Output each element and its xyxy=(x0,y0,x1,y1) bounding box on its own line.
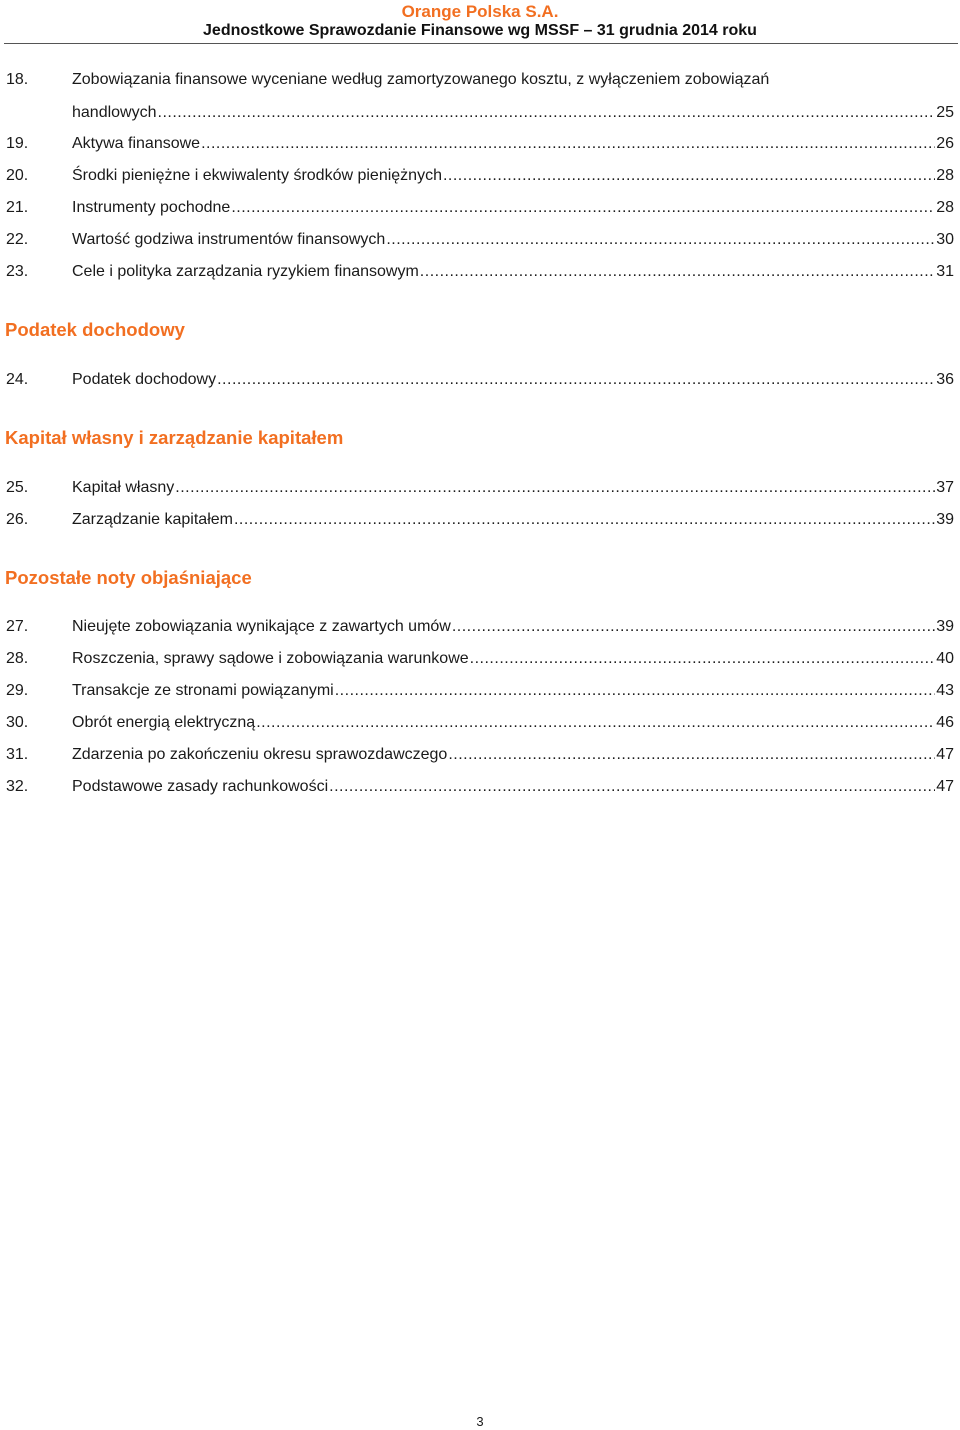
toc-entry-25[interactable] xyxy=(6,475,954,501)
section-heading-other-notes: Pozostałe noty objaśniające xyxy=(5,567,252,588)
toc-entry-29[interactable] xyxy=(6,678,954,704)
toc-entry-title: Kapitał własny xyxy=(72,479,175,496)
toc-entry-number: 26. xyxy=(6,511,29,528)
toc-entry-number: 24. xyxy=(6,371,29,388)
dot-leader xyxy=(420,259,935,285)
toc-entry-number: 18. xyxy=(6,71,29,88)
toc-entry-page: 30 xyxy=(936,231,954,248)
toc-entry-28[interactable] xyxy=(6,646,954,672)
toc-entry-27[interactable] xyxy=(6,614,954,640)
toc-entry-title: Podstawowe zasady rachunkowości xyxy=(72,778,329,795)
toc-entry-page: 28 xyxy=(936,167,954,184)
toc-entry-title: Zarządzanie kapitałem xyxy=(72,511,233,528)
toc-entry-page: 26 xyxy=(936,135,954,152)
dot-leader xyxy=(217,367,935,393)
toc-entry-number: 23. xyxy=(6,263,29,280)
toc-entry-number: 29. xyxy=(6,682,29,699)
dot-leader xyxy=(234,507,935,533)
toc-entry-18[interactable] xyxy=(6,67,954,126)
toc-entry-number: 25. xyxy=(6,479,29,496)
toc-entry-page: 46 xyxy=(936,714,954,731)
toc-entry-number: 19. xyxy=(6,135,29,152)
toc-entry-26[interactable] xyxy=(6,507,954,533)
dot-leader xyxy=(158,100,936,126)
document-title: Jednostkowe Sprawozdanie Finansowe wg MSSF – 31 grudnia 2014 roku xyxy=(203,22,757,39)
toc-entry-page: 31 xyxy=(936,263,954,280)
toc-entry-19[interactable] xyxy=(6,131,954,157)
section-heading-equity: Kapitał własny i zarządzanie kapitałem xyxy=(5,427,344,448)
toc-entry-number: 20. xyxy=(6,167,29,184)
toc-entry-title: Instrumenty pochodne xyxy=(72,199,231,216)
toc-entry-page: 25 xyxy=(936,104,954,121)
dot-leader xyxy=(386,227,935,253)
toc-entry-page: 47 xyxy=(936,778,954,795)
dot-leader xyxy=(256,710,935,736)
dot-leader xyxy=(448,742,935,768)
toc-entry-number: 32. xyxy=(6,778,29,795)
dot-leader xyxy=(329,774,935,800)
toc-entry-title: Podatek dochodowy xyxy=(72,371,217,388)
dot-leader xyxy=(335,678,935,704)
toc-entry-number: 31. xyxy=(6,746,29,763)
toc-entry-32[interactable] xyxy=(6,774,954,800)
toc-entry-20[interactable] xyxy=(6,163,954,189)
toc-entry-title: Transakcje ze stronami powiązanymi xyxy=(72,682,334,699)
toc-entry-24[interactable] xyxy=(6,367,954,393)
toc-entry-30[interactable] xyxy=(6,710,954,736)
toc-entry-page: 43 xyxy=(936,682,954,699)
toc-entry-title: Aktywa finansowe xyxy=(72,135,201,152)
toc-entry-number: 21. xyxy=(6,199,29,216)
toc-entry-page: 47 xyxy=(936,746,954,763)
toc-entry-23[interactable] xyxy=(6,259,954,285)
toc-entry-number: 30. xyxy=(6,714,29,731)
toc-entry-title: Środki pieniężne i ekwiwalenty środków pieniężnych xyxy=(72,167,442,184)
toc-entry-21[interactable] xyxy=(6,195,954,221)
toc-entry-title: Wartość godziwa instrumentów finansowych xyxy=(72,231,386,248)
toc-entry-title: Nieujęte zobowiązania wynikające z zawartych umów xyxy=(72,618,451,635)
toc-entry-title: Zdarzenia po zakończeniu okresu sprawozdawczego xyxy=(72,746,448,763)
toc-entry-number: 27. xyxy=(6,618,29,635)
toc-entry-page: 39 xyxy=(936,618,954,635)
toc-entry-title: Roszczenia, sprawy sądowe i zobowiązania warunkowe xyxy=(72,650,469,667)
toc-entry-page: 37 xyxy=(936,479,954,496)
dot-leader xyxy=(470,646,936,672)
toc-entry-title-continued: handlowych xyxy=(72,104,157,121)
toc-entry-title: Cele i polityka zarządzania ryzykiem finansowym xyxy=(72,263,419,280)
toc-entry-page: 36 xyxy=(936,371,954,388)
toc-entry-title: Obrót energią elektryczną xyxy=(72,714,256,731)
toc-entry-number: 28. xyxy=(6,650,29,667)
toc-entry-22[interactable] xyxy=(6,227,954,253)
toc-entry-number: 22. xyxy=(6,231,29,248)
dot-leader xyxy=(175,475,935,501)
company-name: Orange Polska S.A. xyxy=(401,2,559,21)
dot-leader xyxy=(443,163,935,189)
toc-entry-page: 39 xyxy=(936,511,954,528)
toc-entry-page: 40 xyxy=(936,650,954,667)
toc-entry-page: 28 xyxy=(936,199,954,216)
toc-entry-31[interactable] xyxy=(6,742,954,768)
dot-leader xyxy=(201,131,935,157)
header-divider xyxy=(4,43,958,44)
dot-leader xyxy=(452,614,935,640)
page-number: 3 xyxy=(476,1414,484,1429)
section-heading-income-tax: Podatek dochodowy xyxy=(5,319,185,340)
dot-leader xyxy=(231,195,935,221)
toc-entry-title: Zobowiązania finansowe wyceniane według zamortyzowanego kosztu, z wyłączeniem zobowiązań xyxy=(72,71,770,88)
